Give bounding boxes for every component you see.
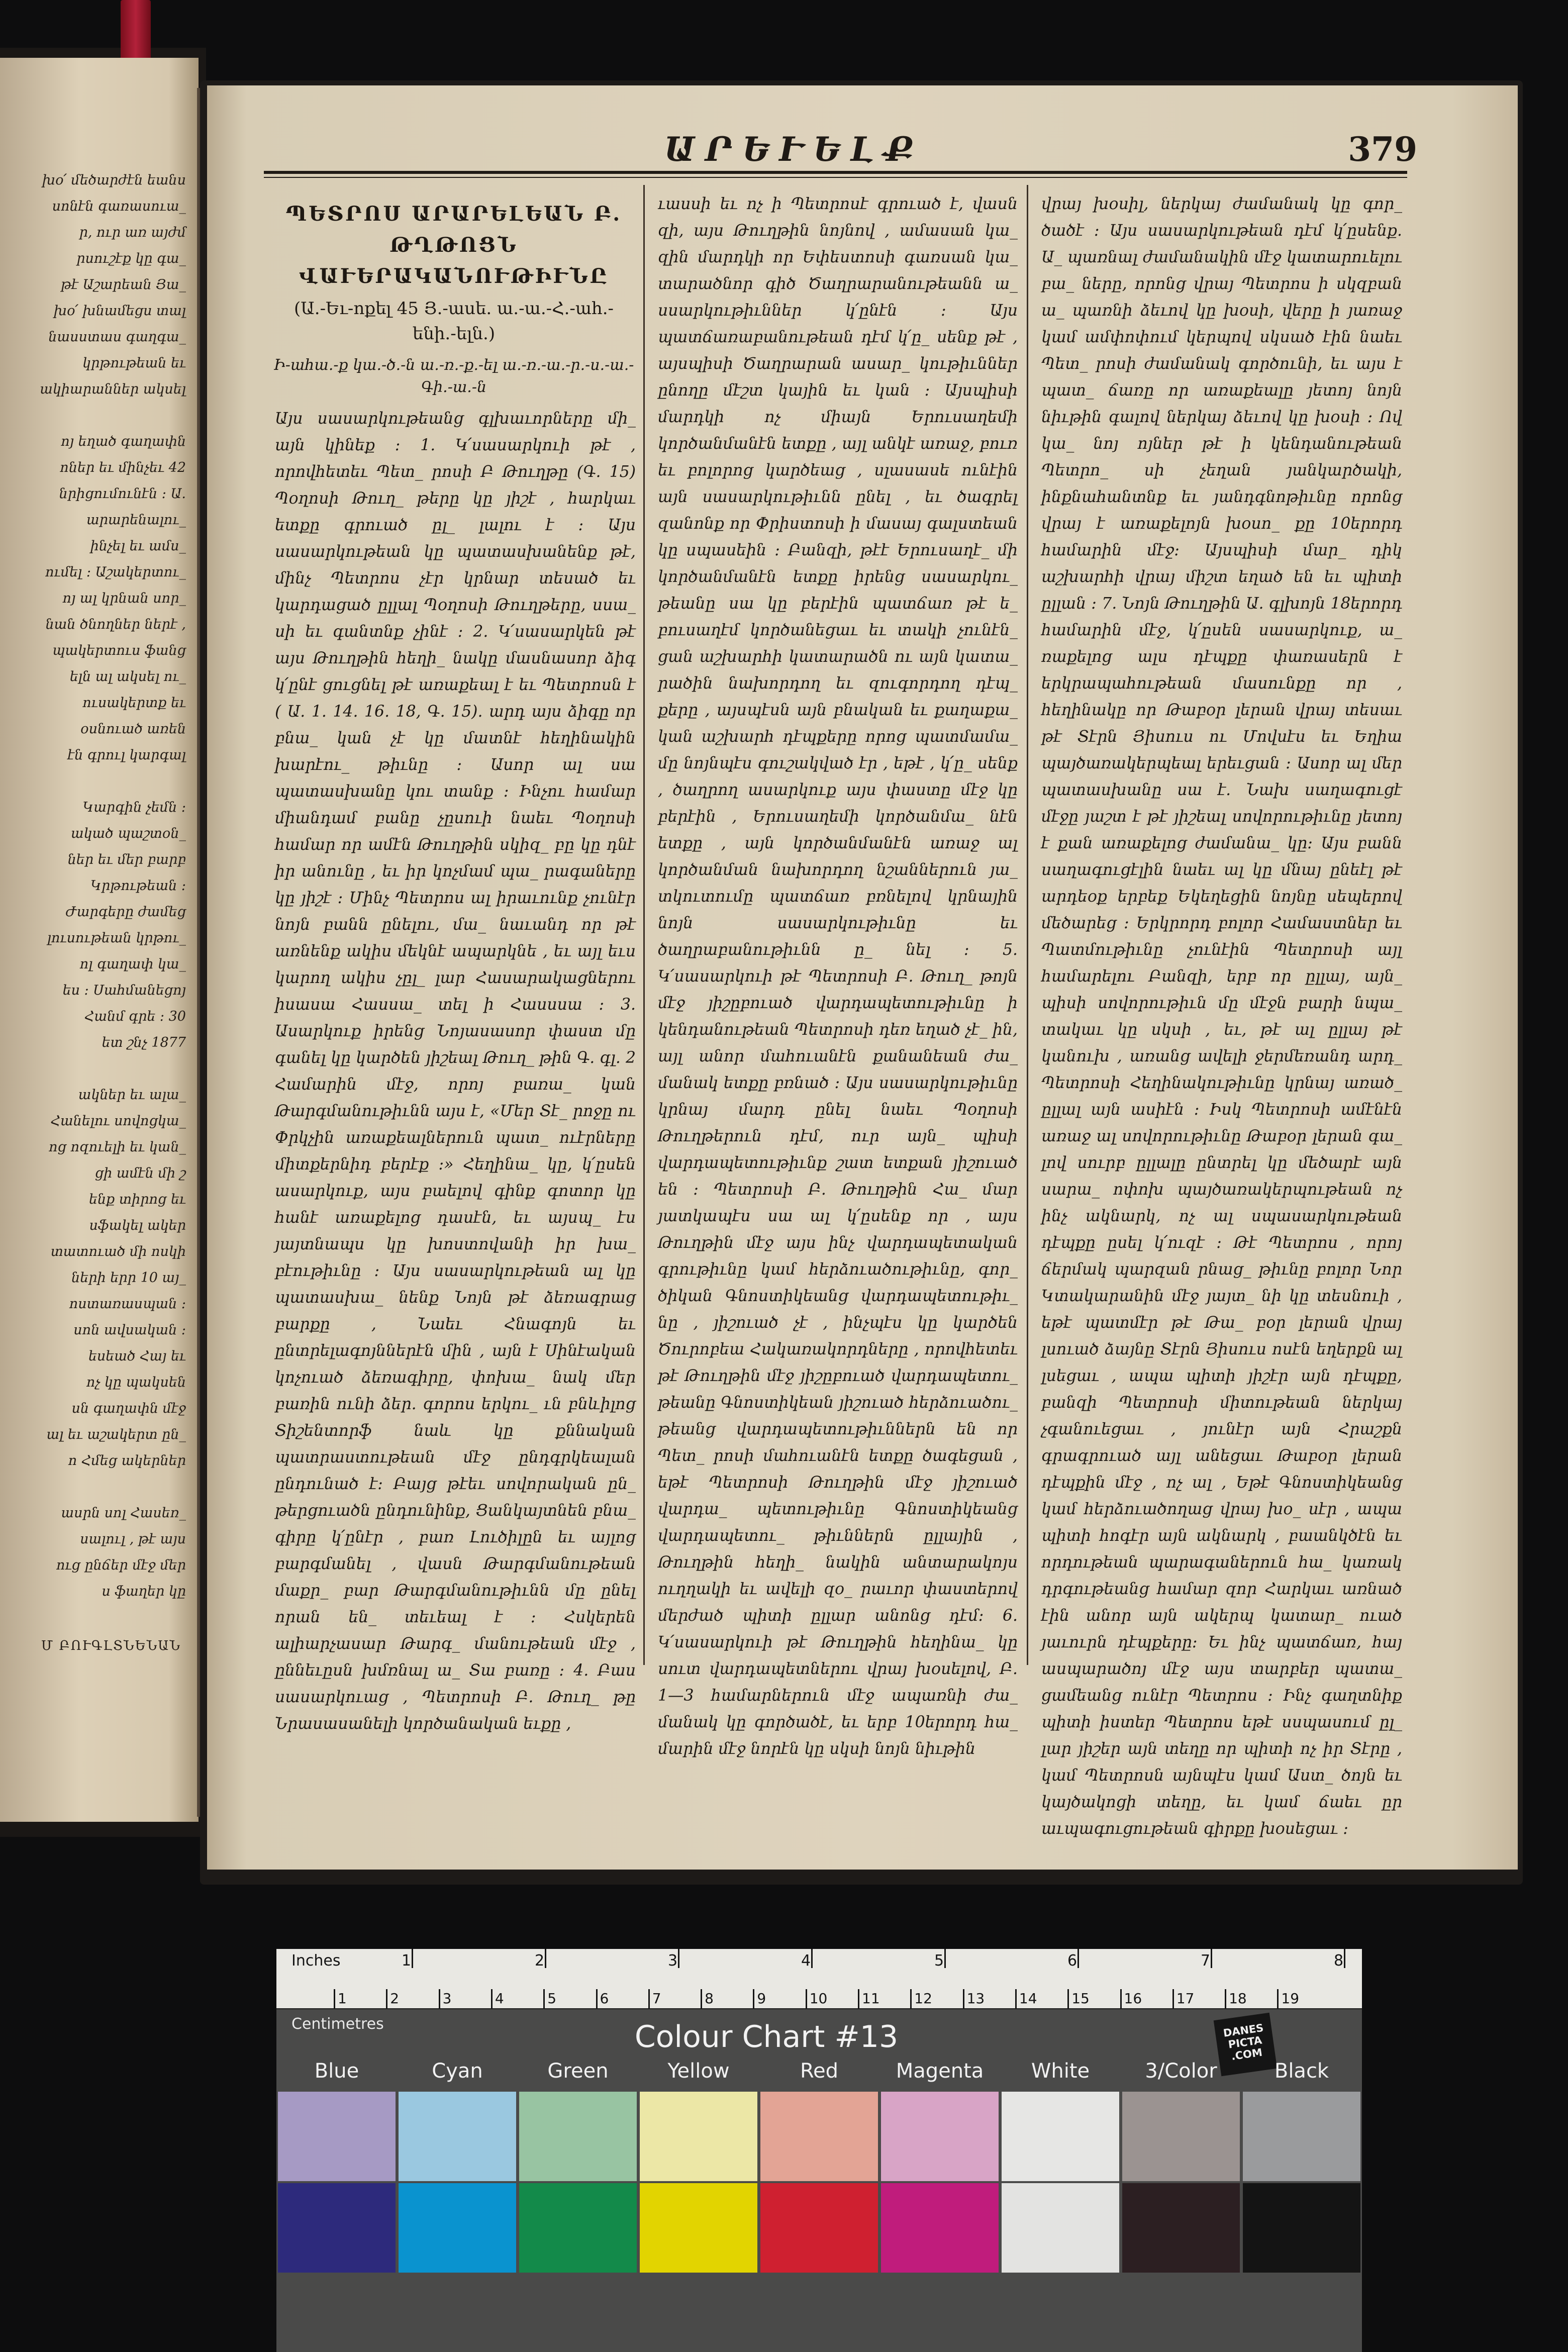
left-page-line: ս ֆաղեր կը <box>102 1584 186 1599</box>
inch-tick <box>412 1949 413 1968</box>
cm-tick <box>1172 1989 1174 2008</box>
cm-tick <box>701 1989 702 2008</box>
tint-patch <box>640 2092 757 2181</box>
cm-number: 11 <box>862 1990 880 2007</box>
left-page-line: եսեած Հայ եւ <box>88 1348 186 1364</box>
left-page-line: ոստառասպան ։ <box>69 1296 186 1312</box>
left-page-line: ելն ալ ակսել ու_ <box>69 669 186 684</box>
left-page-line: տատուած մի ոսկի <box>50 1244 186 1259</box>
left-page-signature: Մ ԲՈՒԳԼՏՆԵՆԱՆ <box>41 1638 181 1653</box>
cm-tick <box>648 1989 650 2008</box>
tint-patch <box>278 2092 396 2181</box>
cm-tick <box>439 1989 440 2008</box>
patch-label: Black <box>1274 2060 1329 2083</box>
solid-patch <box>1243 2183 1360 2273</box>
column-divider <box>643 185 645 1665</box>
cm-number: 5 <box>547 1990 557 2007</box>
cm-tick <box>806 1989 807 2008</box>
left-page-line: Կրթութեան ։ <box>90 878 186 894</box>
left-page-line: ուսակերտք եւ <box>82 695 186 711</box>
left-page-line: էն գրուլ կարգալ <box>67 747 186 763</box>
left-page-line: կրթութեան եւ <box>82 355 186 371</box>
left-page-line: սոնէն գառասուա_ <box>52 199 186 214</box>
text-column-1 <box>268 191 640 1733</box>
solid-patch <box>881 2183 999 2273</box>
left-page-line: ոլ գաղափ կա_ <box>79 956 186 972</box>
left-page-line: ոներ եւ մինչեւ 42 <box>60 460 186 475</box>
left-page-line <box>0 409 186 423</box>
left-page-line: թէ Աշարեան Յա_ <box>60 277 186 292</box>
left-page-line: խօ՛ խնամեցս տալ <box>53 303 186 319</box>
danes-picta-logo: DANES PICTA .COM <box>1214 2013 1277 2076</box>
left-page-line: սալուլ , թէ այս <box>80 1531 186 1547</box>
cm-tick <box>1225 1989 1226 2008</box>
tint-patch <box>519 2092 637 2181</box>
inch-number: 3 <box>668 1952 678 1970</box>
cm-number: 8 <box>705 1990 714 2007</box>
solid-patch <box>760 2183 878 2273</box>
cm-tick <box>1120 1989 1122 2008</box>
tint-patch <box>1243 2092 1360 2181</box>
tint-patch <box>881 2092 999 2181</box>
cm-number: 14 <box>1019 1990 1037 2007</box>
column-text: վրայ խօսիլ, ներկայ ժամանակ կը գոր_ ծածէ ։ Այս սասարկութեան դէմ կ՛ըսենք. Ա_ պառնալ ժամանակին մէջ կատարուելու բա_ ները, որոնց վրայ Պետրոս ի սկզբան ա_ պառնի ձեւով կը խօսի, վերը ի յառաջ կամ ամփոփում կերպով սկսած էին նաեւ Պետ_ րոսի ժամանակ գործունի, եւ այս է պատ_ ճառը որ առաքեալը յետոյ նոյն նիւթին գալով ներկայ ձեւով կը խօսի ։ Ով կա_ նոյ ոյներ թէ ի կենդանութեան Պետրո_ սի չեղան յանկարծակի, ինքնահանտնք եւ յանդգնոթիւնը որոնց վրայ է առաքելոյն խօսո_ քը 10երորդ համարին մէջ։ Այսպիսի մար_ դիկ աշխարհի վրայ միշտ եղած են եւ պիտի ըլլան ։ 7. Նոյն Թուղթին Ա. գլխոյն 18երորդ համարին մէջ, կ՛ըսեն սասարկուք, ա_ ռաքելոց ալս դէպքը փառասերն է երկրապահութեան մասունքը որ , հեղինակը որ Թաբօր լերան վրայ տեսաւ թէ Տէրն Յիսուս ու Մովսէս եւ Եղիա պայծառակերպեալ երեւցան ։ Ասոր ալ մեր պատասխանը սա է. Նախ սաղագուցէ մէջը յաշտ է թէ յիշեալ սովորութիւնը յետոյ է քան առաքելոց ժամանա_ կը։ Այս բանն սաղագուցէլին նաեւ ալ կը մնայ ընեէլ թէ արդեօք երբեք Եկեղեցին նոյնը սեպերով մեծարեց ։ Երկրորդ բոլոր Համաստներ եւ Պատմութիւնը չունէին Պետրոսի այլ համարելու Բանզի, երբ որ ըլլայ, այն_ պիսի սովորութիւն մը մէջն բարի նպա_ տակաւ կը սկսի , եւ, թէ ալ ըլլայ թէ կանուխ , առանց ավելի ջերմեռանդ արդ_ Պետրոսի Հեղինակութիւնը կրնայ առած_ ըլլալ այն ասիէն ։ Իսկ Պետրոսի ամէնէն առաջ ալ սովորութիւնը Թաբօր լերան գա_ լով սուրբ ըլլալը ընտրել կը մեծարէ այն սարա_ ոփոխ պայծառակերպութեան ոչ ինչ ակնարկ, ոչ ալ սպասարկութեան դէպքը ըսել կ՛ուզէ ։ Թէ Պետրոս , որոյ ճերմակ պարզան րնաց_ թիւնը բոլոր Նոր Կտակարանին մէջ յայտ_ նի կը տեսնուի , եթէ պատմէր թէ Թա_ բօր լերան վրայ լսուած ձայնը Տէրն Յիսուս ոսէն եղերքն ալ լսեցաւ , ապա պիտի յիշէր այն դէպքը, բանզի Պետրոսի միտութեան ներկայ չգանուեցաւ , յունէր այն Հրաշքն գրագրուած այլ անեցաւ Թաբօր լերան դէպքին մէջ , ոչ ալ , Եթէ Գնոստիկեանց կամ հերձուածողաց վրայ խօ_ սէր , ապա պիտի հոգէր այն ակնարկ , բաանկծէն եւ որդութեան պարագաներուն հա_ կառակ դրգութեանց համար զոր Հարկաւ առնած էին անոր այն ակերպ կատար_ ուած յաւուրն դէպքերը։ Եւ ինչ պատճառ, հայ ասպարածոյ մէջ այս տարբեր պատա_ ցամեանց ունէր Պետրոս ։ Ինչ գաղտնիք պիտի իստեր Պետրոս եթէ սսպասում ըլ_ լար յիշեր այն տեղը որ պիտի ոչ իր Տէրը , կամ Պետրոսն այնպէս կամ Աստ_ ծոյն եւ կայծակոցի տեղը, եւ կամ ճաեւ ըր աւպագուցութեան գիրքը խօսեցաւ ։ <box>1041 195 1402 1838</box>
cm-number: 17 <box>1176 1990 1195 2007</box>
inch-number: 6 <box>1067 1952 1077 1970</box>
tint-patch <box>1122 2092 1240 2181</box>
column-divider <box>1027 185 1028 1665</box>
cm-number: 2 <box>390 1990 400 2007</box>
left-page-line: խօ՛ մեծարժէն եանս <box>42 172 186 188</box>
running-title: ԱՐԵՒԵԼՔ <box>664 130 924 169</box>
centimetres-label: Centimetres <box>291 2015 384 2033</box>
left-page-line: ցի ամէն մի շ <box>94 1165 186 1181</box>
left-page-line: ասրն սոլ Հասեռ_ <box>61 1505 186 1521</box>
cm-tick <box>596 1989 598 2008</box>
inch-tick <box>811 1949 813 1968</box>
cm-number: 1 <box>338 1990 347 2007</box>
article-subnote: Ի-ահա.-ք կա.-ծ.-ն ա.-ռ.-ք.-ել ա.-ռ.-ա.-ր.-ս.-ա.-Գի.-ա.-ն <box>273 356 634 396</box>
solid-patch <box>1122 2183 1240 2273</box>
left-page-line: Ժարգերը ժամեց <box>65 904 186 920</box>
left-page-line: ներ եւ մեր բարբ <box>67 852 186 867</box>
column-text: ւասսի եւ ոչ ի Պետրոսէ գրուած է, վասն զի, այս Թուղթին նոյնով , ամասան կա_ զին մարդկի որ Եփեստոսի գառսան կա_ տարածնոր գիծ Ծաղրարանութեանն ա_ սսարկութիւններ կ՛ընէն ։ Այս պատճառաբանութեան դէմ կ՛ը_ սենք թէ , այսպիսի Ծաղրարան ասար_ կութիւններ ընողը մէշտ կային եւ կան ։ Այսպիսի մարդկի ոչ միայն Երուսաղեմի կործանմանէն ետքը , այլ անկէ առաջ, բուռ եւ բոլորոց կարծեաց , սլասասե ունէին այն սասարկութիւնն ընել , եւ ծագրել զանոնք որ Փրիստոսի ի մասայ գալստեան կը սպասեին ։ Բանզի, թէէ Երուսաղէ_ մի կործանմանէն ետքը իրենց սասարկու_ թեանը սա կը բերէին պատճառ թէ ե_ բուսաղէմ կործանեցաւ եւ տակի չունէն_ ցան աշխարհի կատարածն ու այն կատա_ րածին նախորդող եւ զուգորդող դէպ_ քերը , այսպէսն այն բնական եւ քաղաքա_ կան աշխարհ դէպքերը որոց պատմամա_ մը նոյնպէս գուշակված էր , եթէ , կ՛ը_ սենք , ծաղրող ասարկուք այս փաստը մէջ կը բերէին , Երուսաղեմի կործանմա_ նէն ետքը , այն կործանմանէն առաջ ալ կործանման նախորդող նշաններուն յա_ տկուտումը պատճառ բռնելով կրնային նոյն սասարկութիւնը եւ ծաղրաբանութիւնն ը_ նել ։ 5. Կ՛սասարկուի թէ Պետրոսի Բ. Թուղ_ թոյն մէջ յիշըբուած վարդապետութիւնը ի կենդանութեան Պետրոսի դեռ եղած չէ_ ին, այլ անոր մահուանէն քանանեան ժա_ մանակ ետքը բռնած ։ Այս սասարկութիւնը կրնայ մարդ ընել նաեւ Պօղոսի Թուղթերուն դէմ, ուր այն_ պիսի վարդապետութիւնք շատ ետքան յիշուած են ։ Պետրոսի Բ. Թուղթին Հա_ մար յատկապէս սա ալ կ՛ըսենք որ , այս Թուղթին մէջ այս ինչ վարդապետական գրութիւնը կամ հերձուածութիւնը, գոր_ ծիկան Գնոստիկեանց վարդապետութիւ_ նը , յիշուած չէ , ինչպէս կը կարծեն Ծուրոբեա Հակառակորդները , որովհետեւ թէ Թուղթին մէջ յիշըբուած վարդապետու_ թեանը Գնոստիկեան յիշուած հերձուածու_ թեանց վարդապետութիւններն են որ Պետ_ րոսի մահուանէն ետքը ծագեցան , եթէ Պետրոսի Թուղթին մէջ յիշուած վարդա_ պետութիւնը Գնոստիկեանց վարդապետու_ թիւններն ըլլային , Թուղթին հեղի_ նակին անտարակոյս ուղղակի եւ ավելի զօ_ րաւոր փաստերով մերժած պիտի ըլլար անոնց դէմ։ 6. Կ՛սասարկուի թէ Թուղթին հեղինա_ կը սուտ վարդապետներու վրայ խօսելով, Բ. 1—3 համարներուն մէջ ապառնի ժա_ մանակ կը գործածէ, եւ երբ 10երորդ հա_ մարին մէջ նորէն կը սկսի նոյն նիւթին <box>658 195 1018 1758</box>
cm-number: 18 <box>1229 1990 1247 2007</box>
cm-tick <box>753 1989 754 2008</box>
left-page-line: ալ եւ աշակերտ ըն_ <box>46 1427 186 1442</box>
header-rule <box>264 171 1407 174</box>
cm-tick <box>1277 1989 1279 2008</box>
inch-number: 5 <box>934 1952 944 1970</box>
solid-patch <box>1002 2183 1119 2273</box>
inch-number: 4 <box>801 1952 811 1970</box>
cm-number: 13 <box>966 1990 985 2007</box>
cm-tick <box>1067 1989 1069 2008</box>
patch-label: Yellow <box>667 2060 730 2083</box>
inch-number: 2 <box>535 1952 545 1970</box>
tint-patch <box>760 2092 878 2181</box>
left-page-line <box>0 1480 186 1494</box>
solid-patch <box>640 2183 757 2273</box>
left-page-line: ոց ոզուելի եւ կան_ <box>49 1139 186 1155</box>
left-page-line: ակիարաններ ակսել <box>40 381 186 397</box>
left-page-line: ոչ կը պակսեն <box>86 1375 186 1390</box>
left-page-line: ր, ուր առ այժմ <box>79 225 186 240</box>
left-page-line: պակերտուս ֆանց <box>52 643 186 658</box>
left-page-line: նրիցումունէն ։ Ա. <box>59 486 186 502</box>
chart-title: Colour Chart #13 <box>634 2019 899 2054</box>
left-page-line: ոյ եղած գաղափն <box>61 434 186 449</box>
cm-number: 3 <box>442 1990 452 2007</box>
inch-number: 1 <box>402 1952 412 1970</box>
left-page-line: ակներ եւ ալա_ <box>78 1087 186 1103</box>
left-page-line <box>0 1062 186 1076</box>
solid-patch <box>399 2183 516 2273</box>
patch-label: 3/Color <box>1145 2060 1217 2083</box>
cm-number: 12 <box>914 1990 932 2007</box>
left-page-line: ների երր 10 այ_ <box>71 1270 186 1286</box>
cm-number: 16 <box>1124 1990 1142 2007</box>
left-page-line: Կարգին չեմն ։ <box>82 800 186 815</box>
left-page-line: նան ծնողներ ներէ , <box>45 617 186 632</box>
tint-patch <box>399 2092 516 2181</box>
left-page-line <box>0 774 186 789</box>
left-page-line: ոյ ալ կրնան սոր_ <box>62 591 186 606</box>
patch-label: Green <box>547 2060 609 2083</box>
cm-number: 15 <box>1071 1990 1090 2007</box>
left-page-line: արարենալու_ <box>86 512 186 528</box>
text-column-2 <box>651 191 1022 1758</box>
cm-number: 19 <box>1281 1990 1300 2007</box>
patch-label: White <box>1031 2060 1090 2083</box>
article-note: (Ա.-Եւ-ոքել 45 Յ.-ասե. ա.-ա.-Հ.-ահ.-ենի.-ելն.) <box>293 299 614 344</box>
inch-tick <box>545 1949 546 1968</box>
cm-number: 10 <box>809 1990 828 2007</box>
cm-number: 7 <box>652 1990 661 2007</box>
cm-number: 4 <box>495 1990 504 2007</box>
left-page-line: Հանմ գրե ։ 30 <box>84 1009 186 1024</box>
header-rule <box>264 177 1407 178</box>
inches-label: Inches <box>291 1952 341 1970</box>
cm-tick <box>543 1989 545 2008</box>
inch-number: 7 <box>1201 1952 1211 1970</box>
left-page-line: ումել ։ Աշակերտու_ <box>45 564 186 580</box>
patch-label: Blue <box>314 2060 359 2083</box>
inch-tick <box>678 1949 679 1968</box>
inch-tick <box>944 1949 946 1968</box>
patch-label: Cyan <box>432 2060 483 2083</box>
left-page-line: ես ։ Սահմանեցոյ <box>62 983 186 998</box>
left-page-line: ետ շնչ 1877 <box>102 1035 186 1050</box>
left-page-line: ինչել եւ ամս_ <box>90 538 186 554</box>
left-page-line: ենք տիրոց եւ <box>89 1192 186 1207</box>
cm-number: 6 <box>600 1990 609 2007</box>
cm-tick <box>1015 1989 1017 2008</box>
left-page-line: ուց ընճեր մէջ մեր <box>56 1557 186 1573</box>
inch-tick <box>1077 1949 1079 1968</box>
column-text: Այս սասարկութեանց գլխաւորները մի_ այն կինեք ։ 1. Կ՛սասարկուի թէ , որովհետեւ Պետ_ րոսի Բ Թուղթը (Գ. 15) Պօղոսի Թուղ_ թերը կը յիշէ , հարկաւ ետքը գրուած ըլ_ լալու է ։ Այս սասարկութեան կը պատասխանենք թէ, մինչ Պետրոս չէր կրնար տեսած եւ կարդացած ըլլալ Պօղոսի Թուղթերը, սսա_ սի եւ գանտնք չինէ ։ 2. Կ՛սասարկեն թէ այս Թուղթին հեղի_ նակը մասնասոր ձիգ կ՛ընէ ցուցնել թէ առաքեալ է եւ Պետրոսն է ( Ա. 1. 14. 16. 18, Գ. 15). արդ այս ձիգը որ բնա_ կան չէ կը մատնէ հեղինակին խարէու_ թիւնը ։ Ասոր ալ սա պատասխանը կու տանք ։ Ինչու համար միանդամ բանը չըսուի նաեւ Պօղոսի համար որ ամէն Թուղթին սկիզ_ բը կը դնէ իր անունը , եւ իր կոչմամ պա_ րագաները կը յիշէ ։ Մինչ Պետրոս ալ իրաւունք չունէր նոյն բանն ընելու, մա_ նաւանդ որ թէ առնենք ակիս մեկնէ ապարկնե , եւ այլ եւս կարող ակիս չըլ_ լար Հասարակացներու իսասա Հասսա_ տել ի Հասսսա ։ 3. Ասարկուք իրենց Նոյասասոր փաստ մը գանել կը կարծեն յիշեալ Թուղ_ թին Գ. գլ. 2 Համարին մէջ, որոյ բառա_ կան Թարգմանութիւնն այս է, «Մեր Տէ_ րոջը ու Փրկչին առաքեալներուն պատ_ ուէրները միտքերնիդ բերէք ։» Հեղինա_ կը, կ՛ըսեն ասարկուք, այս բաելով գինք գոտոր կը հանէ առաքելոց դասէն, եւ այսպ_ էս յայտնապս կը խոստովանի իր խա_ բէութիւնը ։ Այս սասարկութեան ալ կը պատասխա_ նենք Նոյն թէ ձեռագրաց բարքը , Նաեւ Հնագոյն եւ ընտրելագոյններէն մին , այն է Սինէական կոչուած ձեռագիրը, փոխա_ նակ մեր բառին ունի ձեր. գորոս երկու_ ւն բնևիլոց Տիշենտորֆ նաև կը քննական պատրաստութեան մէջ ընդգրկեալան ընդունած է: Բայց թէեւ սովորական ըն_ թերցուածն ընդունինք, Ցանկայտնեն բնա_ գիրը կ՛ընէր , բառ Լուծիլըն եւ այլոց բարգմանել , վասն Թարգմանութեան մաքր_ բար Թարգմանութիւնն մը ընել որան են_ տեւեալ է ։ Հսկերեն ալիարչասար Թարգ_ մանութեան մէջ , ըննեւըսն խմռնալ ա_ Տա բառը ։ 4. Բաս սասարկուաց , Պետրոսի Բ. Թուղ_ թը Նրասասանելի կործանական եւքը , <box>275 410 636 1733</box>
cm-number: 9 <box>757 1990 766 2007</box>
left-page-line: սոն ավսական ։ <box>73 1322 186 1338</box>
inch-number: 8 <box>1334 1952 1344 1970</box>
cm-tick <box>858 1989 859 2008</box>
inch-tick <box>1344 1949 1345 1968</box>
solid-patch <box>278 2183 396 2273</box>
patch-label: Magenta <box>896 2060 984 2083</box>
patch-label: Red <box>800 2060 838 2083</box>
left-page-line: նասստաս գաղգա_ <box>48 329 186 345</box>
left-page <box>0 58 199 1822</box>
text-column-3 <box>1034 191 1406 1838</box>
cm-tick <box>386 1989 387 2008</box>
left-page-line: ակած պաշտօն_ <box>70 826 186 841</box>
inch-tick <box>1211 1949 1212 1968</box>
cm-tick <box>334 1989 335 2008</box>
cm-tick <box>963 1989 964 2008</box>
left-page-line: լուսութեան կրթու_ <box>47 930 186 946</box>
solid-patch <box>519 2183 637 2273</box>
left-page-line: սն գաղափն մէջ <box>71 1401 186 1416</box>
cm-tick <box>910 1989 912 2008</box>
left-page-line: Հանելու սովոցկա_ <box>50 1113 186 1129</box>
tint-patch <box>1002 2092 1119 2181</box>
cm-tick <box>491 1989 493 2008</box>
article-title: ՊԵՏՐՈՍ ԱՐԱՐԵԼԵԱՆ Բ. ԹՂԹՈՑՆ ՎԱՒԵՐԱԿԱՆՈՒԹԻՒՆԸ <box>285 202 622 288</box>
left-page-line: սֆակել ակեր <box>89 1218 186 1233</box>
left-page-line: ո Հմեց ակերներ <box>68 1453 186 1468</box>
left-page-line: րսուշէք կը գա_ <box>76 251 186 266</box>
page-number: 379 <box>1348 130 1417 169</box>
left-page-line: օսնուած առեն <box>80 721 186 737</box>
